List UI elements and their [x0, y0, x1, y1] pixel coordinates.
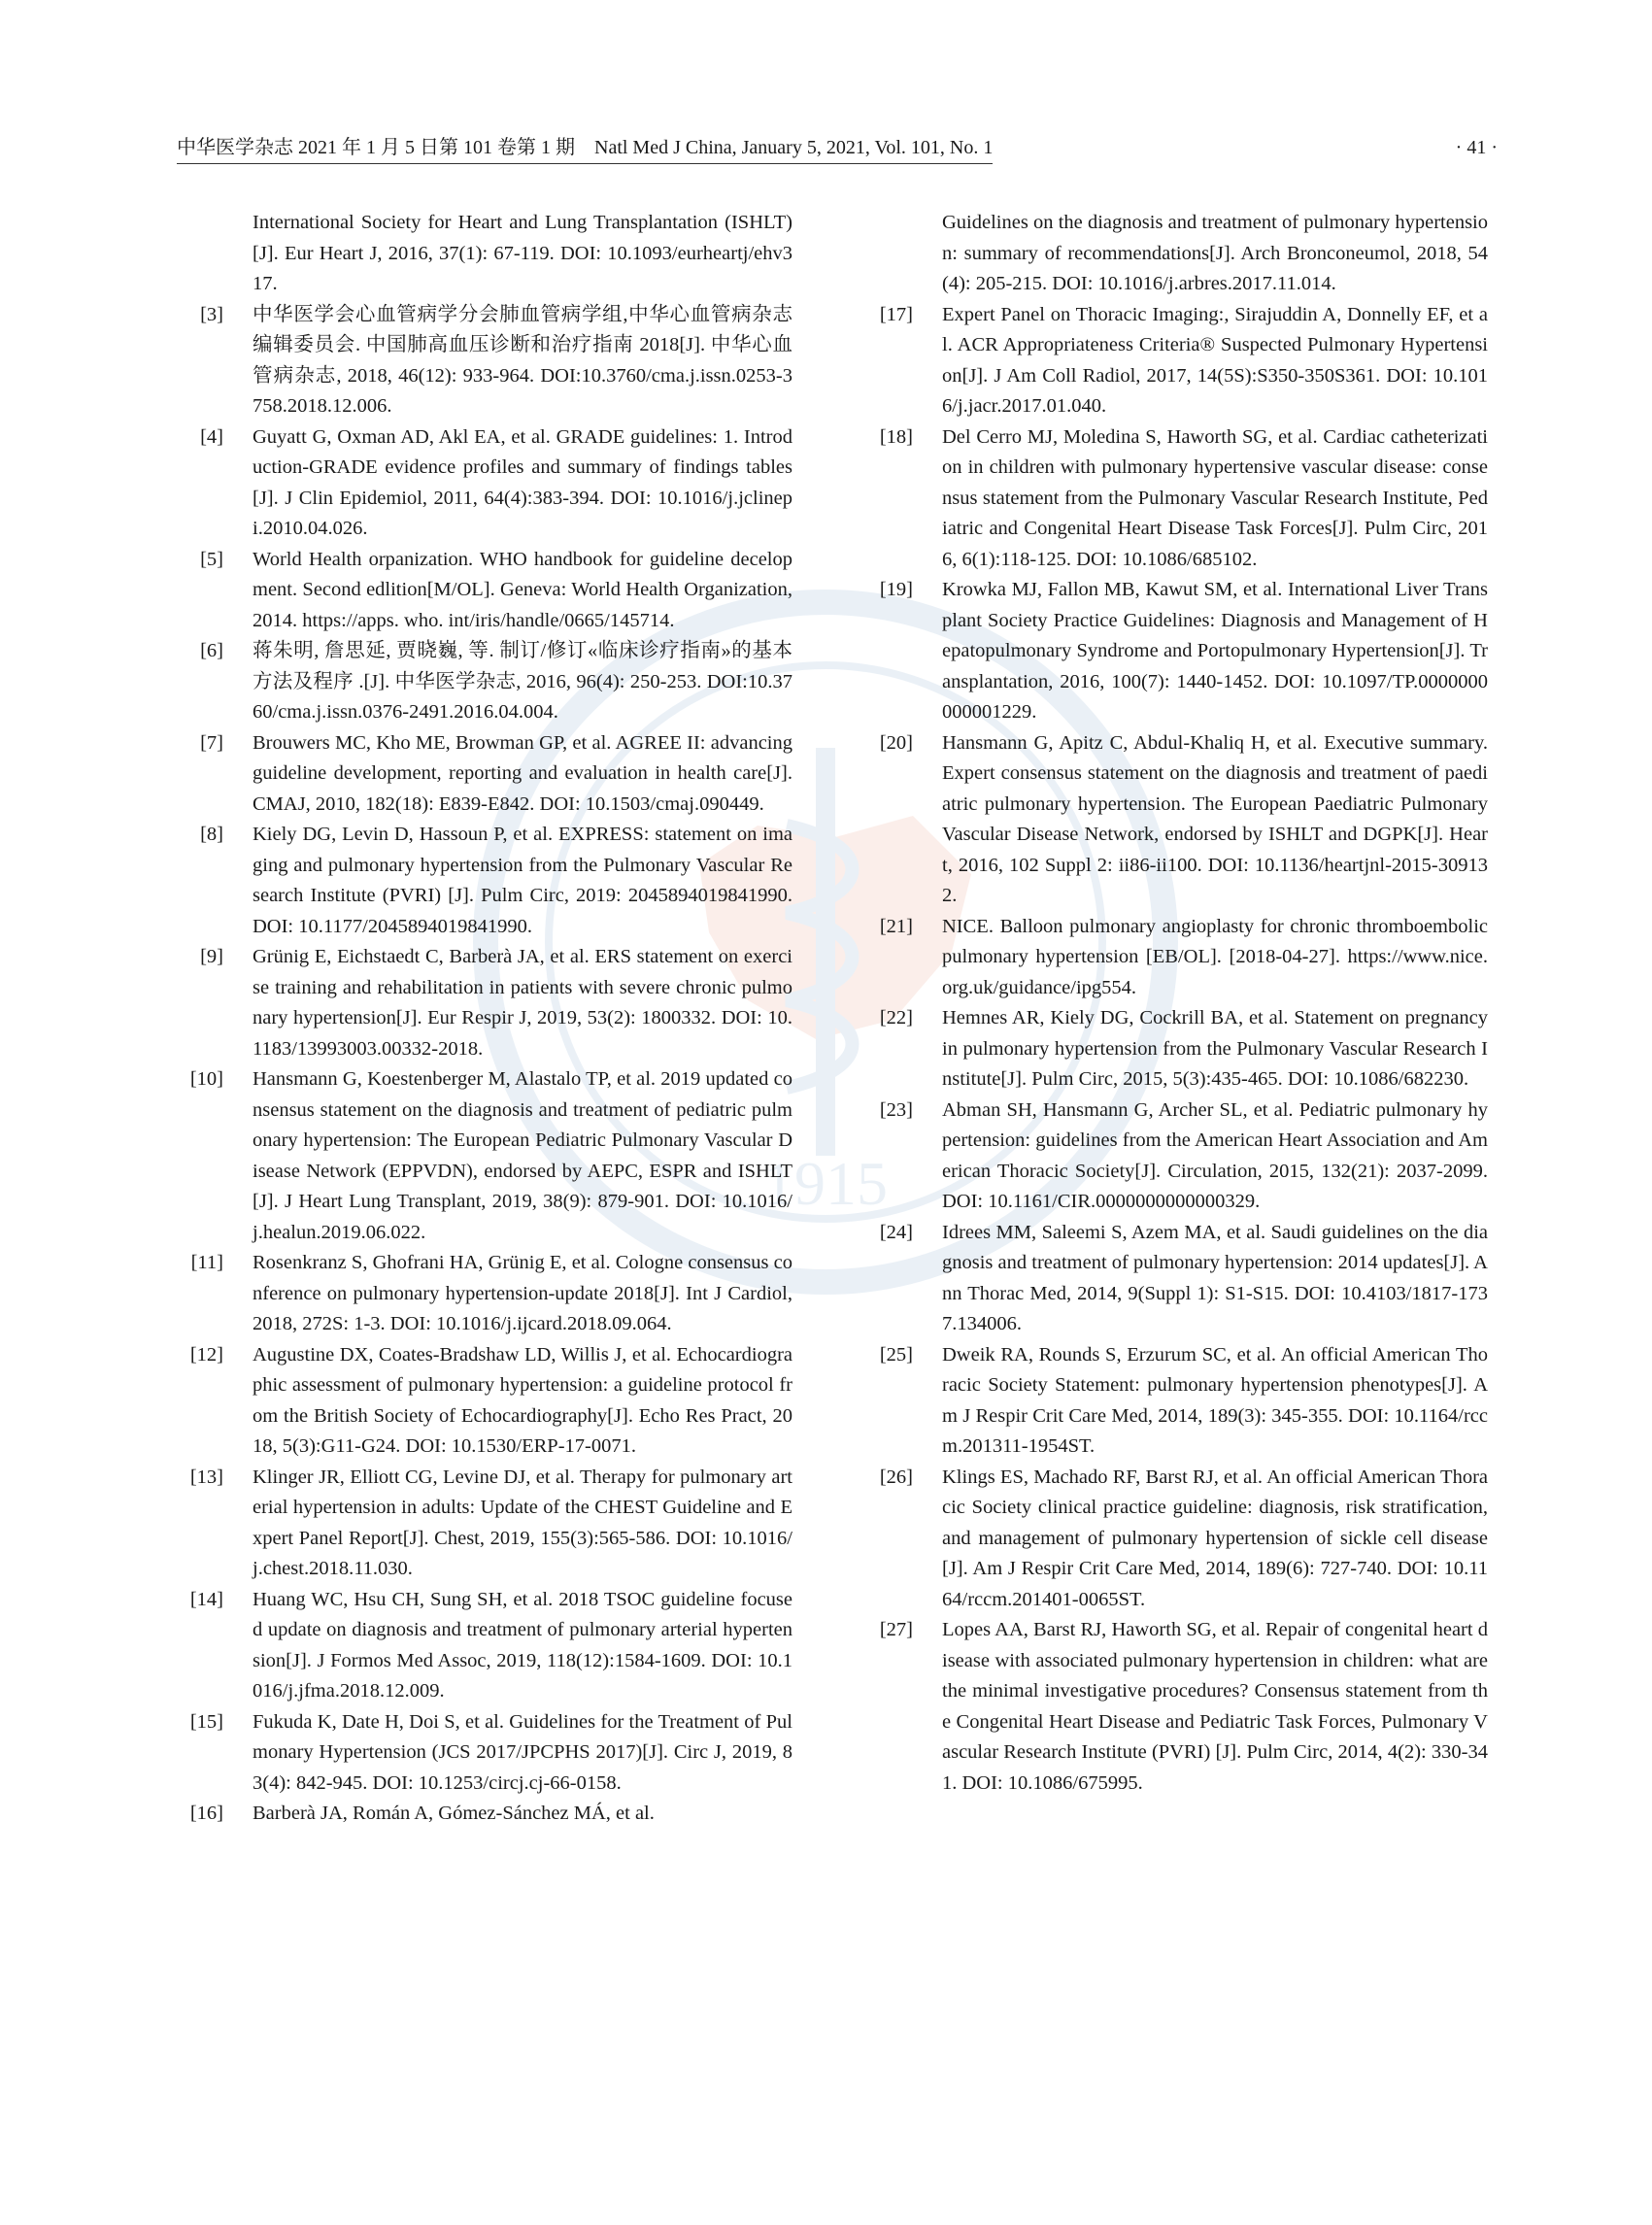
reference-entry: [872, 728, 1488, 912]
reference-text: International Society for Heart and Lung Transplantation (ISHLT) [J]. Eur Heart J, 2016, 37(1): 67-119. DOI: 10.1093/eurheartj/ehv317.: [253, 212, 792, 294]
reference-number: [7]: [200, 731, 223, 754]
reference-text: Idrees MM, Saleemi S, Azem MA, et al. Saudi guidelines on the diagnosis and treatment of pulmonary hypertension: 2014 updates[J]. Ann Thorac Med, 2014, 9(Suppl 1): S1-S15. DOI: 10.4103/1817-1737.134006.: [942, 1221, 1488, 1334]
reference-text: Del Cerro MJ, Moledina S, Haworth SG, et al. Cardiac catheterization in children with pulmonary hypertensive vascular disease: consensus statement from the Pulmonary Vascular Research Institute, Pediatric and Congenital Heart Disease Task Forces[J]. Pulm Circ, 2016, 6(1):118-125. DOI: 10.1086/685102.: [942, 425, 1488, 570]
reference-entry: [183, 1064, 792, 1248]
reference-number: [21]: [879, 915, 913, 937]
reference-number: [24]: [879, 1221, 913, 1243]
reference-list-left-column: [183, 208, 792, 1830]
reference-number: [23]: [879, 1098, 913, 1121]
reference-entry: [872, 1340, 1488, 1463]
reference-number: [20]: [879, 731, 913, 754]
reference-text: Hansmann G, Apitz C, Abdul-Khaliq H, et al. Executive summary. Expert consensus statement on the diagnosis and treatment of paediatric pulmonary hypertension. The European Paediatric Pulmonary Vascular Disease Network, endorsed by ISHLT and DGPK[J]. Heart, 2016, 102 Suppl 2: ii86-ii100. DOI: 10.1136/heartjnl-2015-309132.: [942, 731, 1488, 906]
reference-number: [16]: [189, 1803, 223, 1824]
reference-text: NICE. Balloon pulmonary angioplasty for chronic thromboembolic pulmonary hypertension [EB/OL]. [2018-04-27]. https://www.nice.org.uk/guidance/ipg554.: [942, 915, 1488, 998]
reference-entry: [872, 1463, 1488, 1616]
reference-text: World Health orpanization. WHO handbook for guideline decelopment. Second edlition[M/OL]. Geneva: World Health Organization, 2014. https://apps. who. int/iris/handle/0665/145714.: [253, 548, 792, 631]
reference-text: Rosenkranz S, Ghofrani HA, Grünig E, et al. Cologne consensus conference on pulmonary hypertension-update 2018[J]. Int J Cardiol, 2018, 272S: 1-3. DOI: 10.1016/j.ijcard.2018.09.064.: [253, 1252, 792, 1334]
running-header: [177, 136, 1498, 175]
reference-entry: [183, 942, 792, 1064]
reference-entry: [872, 1615, 1488, 1799]
reference-number: [22]: [879, 1007, 913, 1028]
reference-number: [27]: [879, 1619, 913, 1640]
reference-entry: [872, 300, 1488, 422]
reference-entry: [183, 1463, 792, 1585]
journal-citation-line: 中华医学杂志 2021 年 1 月 5 日第 101 卷第 1 期 Natl Med J China, January 5, 2021, Vol. 101, No. 1: [177, 136, 993, 164]
reference-text: 蒋朱明, 詹思延, 贾晓巍, 等. 制订/修订«临床诊疗指南»的基本方法及程序 .[J]. 中华医学杂志, 2016, 96(4): 250-253. DOI:10.3760/cma.j.issn.0376-2491.2016.04.004.: [253, 640, 792, 723]
reference-number: [4]: [200, 425, 223, 448]
reference-entry: [183, 300, 792, 422]
reference-entry: [872, 1096, 1488, 1218]
reference-number: [12]: [189, 1343, 223, 1365]
reference-entry: [183, 1799, 792, 1830]
reference-number: [6]: [200, 640, 223, 661]
reference-number: [10]: [189, 1068, 223, 1090]
reference-entry: [183, 208, 792, 300]
reference-entry: [183, 545, 792, 637]
reference-number: [3]: [200, 303, 223, 325]
reference-text: Krowka MJ, Fallon MB, Kawut SM, et al. International Liver Transplant Society Practice Guidelines: Diagnosis and Management of Hepatopulmonary Syndrome and Portopulmonary Hypertension[J]. Transplantation, 2016, 100(7): 1440-1452. DOI: 10.1097/TP.0000000000001229.: [942, 579, 1488, 723]
reference-entry: [183, 1707, 792, 1800]
reference-text: Lopes AA, Barst RJ, Haworth SG, et al. Repair of congenital heart disease with associated pulmonary hypertension in children: what are the minimal investigative procedures? Consensus statement from the Congenital Heart Disease and Pediatric Task Forces, Pulmonary Vascular Research Institute (PVRI) [J]. Pulm Circ, 2014, 4(2): 330-341. DOI: 10.1086/675995.: [942, 1619, 1488, 1794]
reference-entry: [183, 1248, 792, 1340]
reference-text: Klinger JR, Elliott CG, Levine DJ, et al. Therapy for pulmonary arterial hypertension in adults: Update of the CHEST Guideline and Expert Panel Report[J]. Chest, 2019, 155(3):565-586. DOI: 10.1016/j.chest.2018.11.030.: [253, 1466, 792, 1579]
reference-number: [14]: [189, 1588, 223, 1610]
reference-entry: [872, 208, 1488, 300]
reference-text: Huang WC, Hsu CH, Sung SH, et al. 2018 TSOC guideline focused update on diagnosis and treatment of pulmonary arterial hypertension[J]. J Formos Med Assoc, 2019, 118(12):1584-1609. DOI: 10.1016/j.jfma.2018.12.009.: [253, 1588, 792, 1702]
reference-number: [25]: [879, 1343, 913, 1365]
reference-entry: [872, 1218, 1488, 1340]
reference-text: Abman SH, Hansmann G, Archer SL, et al. Pediatric pulmonary hypertension: guidelines from the American Heart Association and American Thoracic Society[J]. Circulation, 2015, 132(21): 2037-2099. DOI: 10.1161/CIR.0000000000000329.: [942, 1098, 1488, 1212]
reference-entry: [183, 636, 792, 728]
reference-entry: [872, 1003, 1488, 1096]
reference-text: Guidelines on the diagnosis and treatment of pulmonary hypertension: summary of recommendations[J]. Arch Bronconeumol, 2018, 54(4): 205-215. DOI: 10.1016/j.arbres.2017.11.014.: [942, 212, 1488, 294]
reference-number: [13]: [189, 1466, 223, 1488]
reference-text: Grünig E, Eichstaedt C, Barberà JA, et al. ERS statement on exercise training and rehabilitation in patients with severe chronic pulmonary hypertension[J]. Eur Respir J, 2019, 53(2): 1800332. DOI: 10.1183/13993003.00332-2018.: [253, 946, 792, 1060]
reference-number: [15]: [189, 1710, 223, 1733]
reference-text: Guyatt G, Oxman AD, Akl EA, et al. GRADE guidelines: 1. Introduction-GRADE evidence profiles and summary of findings tables[J]. J Clin Epidemiol, 2011, 64(4):383-394. DOI: 10.1016/j.jclinepi.2010.04.026.: [253, 425, 792, 539]
reference-entry: [872, 422, 1488, 576]
reference-text: Klings ES, Machado RF, Barst RJ, et al. An official American Thoracic Society clinical practice guideline: diagnosis, risk stratification, and management of pulmonary hypertension of sickle cell disease[J]. Am J Respir Crit Care Med, 2014, 189(6): 727-740. DOI: 10.1164/rccm.201401-0065ST.: [942, 1466, 1488, 1610]
reference-number: [9]: [200, 946, 223, 967]
reference-entry: [183, 1340, 792, 1463]
reference-text: Expert Panel on Thoracic Imaging:, Sirajuddin A, Donnelly EF, et al. ACR Appropriateness Criteria® Suspected Pulmonary Hypertension[J]. J Am Coll Radiol, 2017, 14(5S):S350-350S361. DOI: 10.1016/j.jacr.2017.01.040.: [942, 303, 1488, 417]
reference-entry: [872, 912, 1488, 1004]
watermark-year: 1915: [763, 1149, 888, 1218]
reference-number: [11]: [190, 1252, 223, 1273]
reference-number: [26]: [879, 1466, 913, 1488]
reference-text: Fukuda K, Date H, Doi S, et al. Guidelines for the Treatment of Pulmonary Hypertension (JCS 2017/JPCPHS 2017)[J]. Circ J, 2019, 83(4): 842-945. DOI: 10.1253/circj.cj-66-0158.: [253, 1710, 792, 1794]
reference-number: [19]: [879, 579, 913, 600]
reference-number: [5]: [200, 548, 223, 570]
reference-number: [8]: [200, 824, 223, 845]
reference-text: Hansmann G, Koestenberger M, Alastalo TP, et al. 2019 updated consensus statement on the diagnosis and treatment of pediatric pulmonary hypertension: The European Pediatric Pulmonary Vascular Disease Network (EPPVDN), endorsed by AEPC, ESPR and ISHLT[J]. J Heart Lung Transplant, 2019, 38(9): 879-901. DOI: 10.1016/j.healun.2019.06.022.: [253, 1068, 792, 1243]
reference-number: [17]: [879, 303, 913, 325]
reference-text: Kiely DG, Levin D, Hassoun P, et al. EXPRESS: statement on imaging and pulmonary hypertension from the Pulmonary Vascular Research Institute (PVRI) [J]. Pulm Circ, 2019: 2045894019841990. DOI: 10.1177/2045894019841990.: [253, 824, 792, 937]
reference-text: Dweik RA, Rounds S, Erzurum SC, et al. An official American Thoracic Society Statement: pulmonary hypertension phenotypes[J]. Am J Respir Crit Care Med, 2014, 189(3): 345-355. DOI: 10.1164/rccm.201311-1954ST.: [942, 1343, 1488, 1457]
reference-text: Augustine DX, Coates-Bradshaw LD, Willis J, et al. Echocardiographic assessment of pulmonary hypertension: a guideline protocol from the British Society of Echocardiography[J]. Echo Res Pract, 2018, 5(3):G11-G24. DOI: 10.1530/ERP-17-0071.: [253, 1343, 792, 1457]
reference-entry: [183, 422, 792, 545]
reference-entry: [183, 728, 792, 821]
reference-entry: [183, 1585, 792, 1707]
reference-text: 中华医学会心血管病学分会肺血管病学组,中华心血管病杂志编辑委员会. 中国肺高血压诊断和治疗指南 2018[J]. 中华心血管病杂志, 2018, 46(12): 933-964. DOI:10.3760/cma.j.issn.0253-3758.2018.12.006.: [253, 303, 792, 417]
reference-entry: [872, 575, 1488, 728]
reference-text: Barberà JA, Román A, Gómez-Sánchez MÁ, et al.: [253, 1803, 655, 1824]
reference-number: [18]: [879, 425, 913, 448]
reference-list-right-column: [872, 208, 1488, 1799]
page-number: · 41 ·: [1455, 137, 1498, 158]
reference-text: Hemnes AR, Kiely DG, Cockrill BA, et al. Statement on pregnancy in pulmonary hypertension from the Pulmonary Vascular Research Institute[J]. Pulm Circ, 2015, 5(3):435-465. DOI: 10.1086/682230.: [942, 1007, 1488, 1090]
reference-text: Brouwers MC, Kho ME, Browman GP, et al. AGREE II: advancing guideline development, reporting and evaluation in health care[J]. CMAJ, 2010, 182(18): E839-E842. DOI: 10.1503/cmaj.090449.: [253, 731, 792, 815]
reference-entry: [183, 820, 792, 942]
